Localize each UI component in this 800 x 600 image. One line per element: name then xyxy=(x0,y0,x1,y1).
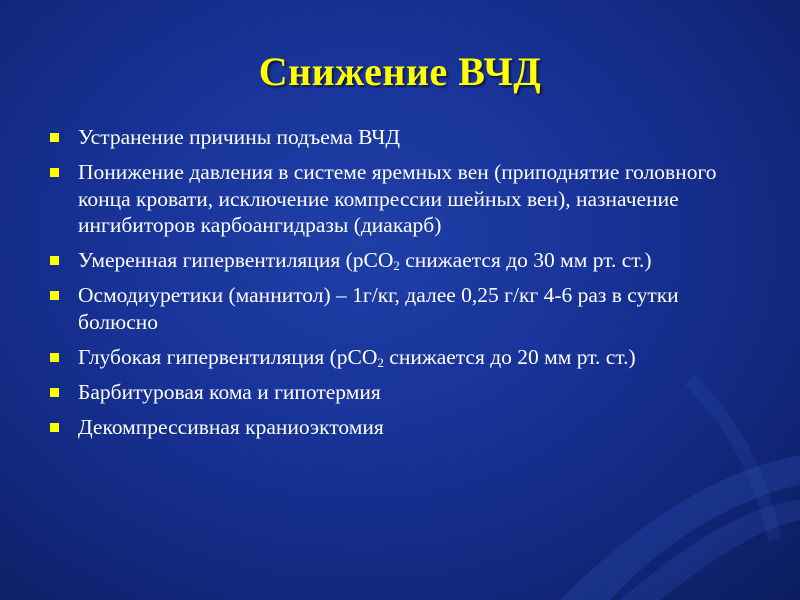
square-bullet-icon xyxy=(50,353,59,362)
bullet-text: Понижение давления в системе яремных вен (приподнятие головного конца кровати, исключение компрессии шейных вен), назначение ингибиторов карбоангидразы (диакарб) xyxy=(78,160,717,237)
bullet-text: Барбитуровая кома и гипотермия xyxy=(78,379,381,404)
bullet-item xyxy=(46,159,761,239)
bullet-text: Устранение причины подъема ВЧД xyxy=(78,125,401,149)
subscript: 2 xyxy=(393,258,400,273)
bullet-list xyxy=(46,124,761,449)
square-bullet-icon xyxy=(50,133,59,142)
bullet-text-start: Умеренная гипервентиляция (pCO xyxy=(78,248,394,272)
bullet-text-end: снижается до 30 мм рт. ст.) xyxy=(399,248,652,272)
slide-title: Снижение ВЧД xyxy=(258,49,542,94)
bullet-text-start: Глубокая гипервентиляция (pCO xyxy=(78,344,378,369)
bullet-item xyxy=(46,379,761,406)
bullet-item xyxy=(46,414,761,441)
bullet-text: Декомпрессивная краниоэктомия xyxy=(78,414,384,439)
bullet-text-end: снижается до 20 мм рт. ст.) xyxy=(383,344,636,369)
square-bullet-icon xyxy=(50,291,59,300)
square-bullet-icon xyxy=(50,256,59,265)
bullet-item xyxy=(46,282,761,335)
square-bullet-icon xyxy=(50,168,59,177)
bullet-item xyxy=(46,247,761,274)
bullet-item xyxy=(46,344,761,371)
bullet-item xyxy=(46,124,761,151)
square-bullet-icon xyxy=(50,388,59,397)
bullet-text: Осмодиуретики (маннитол) – 1г/кг, далее 0,25 г/кг 4-6 раз в сутки болюсно xyxy=(78,283,679,334)
subscript: 2 xyxy=(377,354,384,370)
square-bullet-icon xyxy=(50,423,59,432)
